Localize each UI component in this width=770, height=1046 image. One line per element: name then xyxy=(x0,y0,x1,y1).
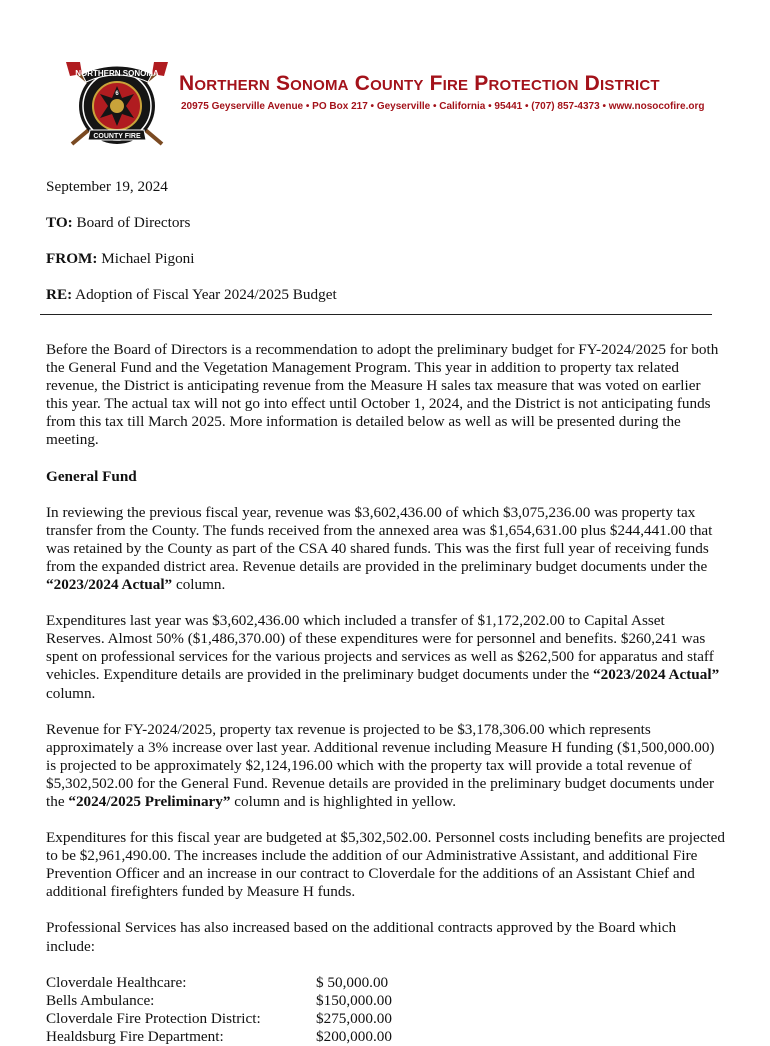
re-value: Adoption of Fiscal Year 2024/2025 Budget xyxy=(75,286,337,303)
contract-name: Bells Ambulance: xyxy=(46,991,155,1009)
district-logo xyxy=(64,60,170,150)
gf-p2-bold: “2023/2024 Actual” xyxy=(593,666,720,684)
contract-amount: $150,000.00 xyxy=(316,991,392,1009)
gf-p3-end: column and is highlighted in yellow. xyxy=(230,792,457,810)
memo-date: September 19, 2024 xyxy=(46,178,168,195)
contract-amount: $200,000.00 xyxy=(316,1027,392,1045)
contract-amount: $ 50,000.00 xyxy=(316,973,389,991)
gf-p1-text: In reviewing the previous fiscal year, revenue was $3,602,436.00 of which $3,075,236.00 was property tax transfer from the County. The funds received from the annexed area was $1,654,631.00 plus $244,441.00 that was retained by the County as part of the CSA 40 shared funds. This was the first full year of receiving funds from the expanded district area. Revenue details are provided in the preliminary budget documents under the xyxy=(46,503,713,575)
re-label: RE: xyxy=(46,286,73,303)
gf-p3-text: Revenue for FY-2024/2025, property tax revenue is projected to be $3,178,306.00 which represents approximately a 3% increase over last year. Additional revenue including Measure H funding ($1,500,000.00) is projected to be approximately $2,124,196.00 which with the property tax will provide a total revenue of $5,302,502.00 for the General Fund. Revenue details are provided in the preliminary budget documents under the xyxy=(46,720,715,810)
contract-row xyxy=(46,992,392,1010)
to-label: TO: xyxy=(46,214,73,231)
logo-top-text: NORTHERN SONOMA xyxy=(75,69,159,78)
general-fund-heading: General Fund xyxy=(46,467,137,485)
contract-amount: $275,000.00 xyxy=(316,1009,392,1027)
gf-paragraph-4: Expenditures for this fiscal year are budgeted at $5,302,502.00. Personnel costs including benefits are projected to be $2,961,490.00. The increases include the addition of our Administrative Assistant, and additional Fire Prevention Officer and an increase in our contract to Cloverdale for the additions of an Assistant Chief and additional firefighters funded by Measure H funds. xyxy=(46,829,726,901)
gf-p1-end: column. xyxy=(172,576,226,594)
header-divider xyxy=(40,314,712,315)
svg-text:6: 6 xyxy=(115,91,119,97)
from-label: FROM: xyxy=(46,250,98,267)
gf-p3-bold: “2024/2025 Preliminary” xyxy=(68,792,231,810)
gf-paragraph-3 xyxy=(46,721,726,811)
memo-from xyxy=(46,250,726,268)
contract-row xyxy=(46,974,392,992)
contract-row xyxy=(46,1028,392,1046)
logo-bottom-text: COUNTY FIRE xyxy=(93,133,141,140)
from-value: Michael Pigoni xyxy=(101,250,195,267)
gf-paragraph-2 xyxy=(46,612,726,702)
organization-name: Northern Sonoma County Fire Protection District xyxy=(179,72,660,95)
contract-name: Cloverdale Healthcare: xyxy=(46,973,187,991)
memo-re xyxy=(46,286,726,304)
organization-address: 20975 Geyserville Avenue • PO Box 217 • Geyserville • California • 95441 • (707) 857-4373 • www.nosocofire.org xyxy=(181,101,705,112)
contracts-table xyxy=(46,974,392,1046)
gf-paragraph-5: Professional Services has also increased based on the additional contracts approved by the Board which include: xyxy=(46,919,677,955)
intro-paragraph: Before the Board of Directors is a recommendation to adopt the preliminary budget for FY-2024/2025 for both the General Fund and the Vegetation Management Program. This year in addition to property tax related revenue, the District is anticipating revenue from the Measure H sales tax measure that was voted on earlier this year. The actual tax will not go into effect until October 1, 2024, and the District is not anticipating funds from this tax till March 2025. More information is detailed below as well as will be presented during the meeting. xyxy=(46,341,719,449)
gf-p1-bold: “2023/2024 Actual” xyxy=(46,576,173,594)
gf-p2-end: column. xyxy=(46,684,96,702)
gf-paragraph-1 xyxy=(46,504,726,594)
contract-name: Healdsburg Fire Department: xyxy=(46,1027,224,1045)
memo-header xyxy=(46,178,726,322)
gf-p2-text: Expenditures last year was $3,602,436.00 which included a transfer of $1,172,202.00 to Capital Asset Reserves. Almost 50% ($1,486,370.00) of these expenditures were for personnel and benefits. $260,241 was spent on professional services for the various projects and services as well as $262,500 for apparatus and staff vehicles. Expenditure details are provided in the preliminary budget documents under the xyxy=(46,612,714,684)
contract-name: Cloverdale Fire Protection District: xyxy=(46,1009,261,1027)
memo-to xyxy=(46,214,726,232)
memo-body xyxy=(46,341,726,1046)
to-value: Board of Directors xyxy=(76,214,191,231)
contract-row xyxy=(46,1010,392,1028)
